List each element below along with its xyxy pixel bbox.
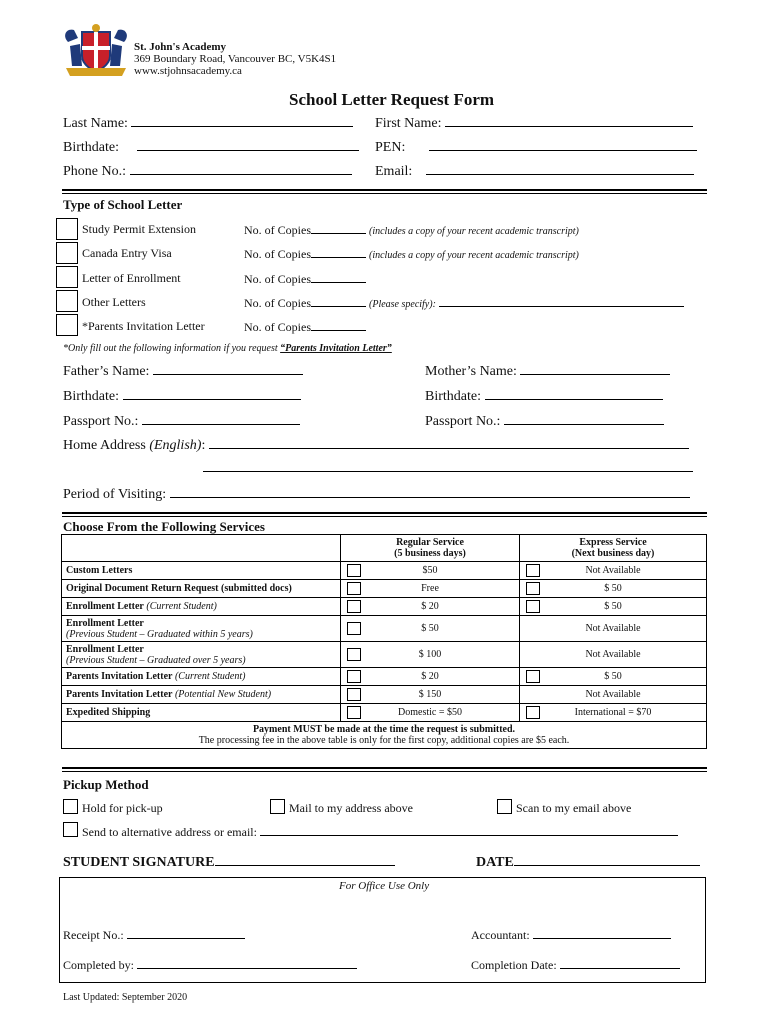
hold-pickup-checkbox[interactable] [63, 799, 78, 814]
alternative-address-field[interactable] [82, 824, 678, 840]
period-label: Period of Visiting: [63, 487, 167, 502]
service-name-note: (Current Student) [146, 601, 217, 612]
phone-label: Phone No.: [63, 164, 126, 179]
canada-entry-visa-checkbox[interactable] [56, 242, 78, 264]
regular-service-checkbox[interactable] [347, 564, 361, 577]
birthdate-label: Birthdate: [63, 140, 119, 155]
regular-price-cell [341, 642, 520, 668]
regular-price-cell [341, 562, 520, 580]
school-address: 369 Boundary Road, Vancouver BC, V5K4S1 [134, 53, 337, 65]
father-name-label: Father’s Name: [63, 364, 150, 379]
table-header-blank [62, 535, 341, 562]
express-service-checkbox[interactable] [526, 670, 540, 683]
parents-footnote [63, 343, 392, 354]
express-price-cell [520, 616, 707, 642]
mother-name-label: Mother’s Name: [425, 364, 517, 379]
regular-service-checkbox[interactable] [347, 688, 361, 701]
service-name-cell [62, 598, 341, 616]
service-name-cell [62, 686, 341, 704]
last-name-field[interactable] [63, 115, 353, 132]
service-name: Original Document Return Request (submitted docs) [66, 583, 292, 594]
regular-service-checkbox[interactable] [347, 622, 361, 635]
office-heading: For Office Use Only [339, 880, 430, 892]
table-row [62, 562, 707, 580]
letter-note: (includes a copy of your recent academic transcript) [369, 250, 579, 261]
services-table [61, 534, 707, 749]
regular-price: $ 20 [421, 671, 439, 682]
letter-of-enrollment-checkbox[interactable] [56, 266, 78, 288]
regular-service-checkbox[interactable] [347, 670, 361, 683]
accountant-field[interactable] [471, 927, 671, 943]
date-label: DATE [476, 855, 514, 870]
father-birthdate-field[interactable] [63, 388, 301, 405]
service-name-cell [62, 668, 341, 686]
express-price: Not Available [585, 623, 641, 634]
school-name: St. John's Academy [134, 41, 226, 53]
footnote-text: *Only fill out the following information if you request [63, 343, 278, 354]
letter-note: (Please specify): [369, 299, 436, 310]
service-name-cell [62, 580, 341, 598]
express-price-cell [520, 704, 707, 722]
express-price-cell [520, 686, 707, 704]
scan-email-checkbox[interactable] [497, 799, 512, 814]
regular-header-sub: (5 business days) [394, 548, 466, 559]
service-name-cell [62, 642, 341, 668]
express-price-cell [520, 598, 707, 616]
father-passport-field[interactable] [63, 413, 300, 430]
email-field[interactable] [375, 163, 694, 180]
copies-label: No. of Copies [244, 296, 311, 310]
copies-field[interactable] [244, 319, 366, 335]
home-address-label: Home Address [63, 438, 146, 453]
footnote-emphasis: “Parents Invitation Letter” [280, 343, 392, 354]
service-name-note: (Current Student) [174, 671, 246, 682]
service-name: Parents Invitation Letter [66, 689, 173, 700]
table-row [62, 704, 707, 722]
regular-price-cell [341, 580, 520, 598]
express-header [520, 535, 707, 562]
school-website: www.stjohnsacademy.ca [134, 65, 242, 77]
letter-label: *Parents Invitation Letter [82, 319, 205, 333]
home-address-line-2[interactable] [203, 471, 693, 472]
fee-note: The processing fee in the above table is only for the first copy, additional copies are $5 each. [198, 735, 570, 746]
hold-pickup-label: Hold for pick-up [82, 801, 163, 815]
page-title: School Letter Request Form [289, 90, 495, 109]
father-name-field[interactable] [63, 363, 303, 380]
express-price: Not Available [585, 689, 641, 700]
table-row [62, 668, 707, 686]
express-price-cell [520, 580, 707, 598]
mail-address-label: Mail to my address above [289, 801, 413, 815]
regular-price-cell [341, 686, 520, 704]
birthdate-field[interactable] [63, 139, 359, 156]
regular-price-cell [341, 598, 520, 616]
copies-field[interactable] [244, 246, 579, 262]
father-birthdate-label: Birthdate: [63, 389, 119, 404]
receipt-label: Receipt No.: [63, 928, 124, 942]
payment-note: Payment MUST be made at the time the request is submitted. [252, 724, 516, 735]
copies-field[interactable] [244, 295, 684, 311]
express-price: $ 50 [604, 671, 622, 682]
regular-service-checkbox[interactable] [347, 582, 361, 595]
email-label: Email: [375, 164, 413, 179]
express-service-checkbox[interactable] [526, 706, 540, 719]
service-name: Parents Invitation Letter [66, 671, 173, 682]
section-divider [62, 512, 707, 517]
service-name: Enrollment Letter [66, 601, 144, 612]
copies-field[interactable] [244, 271, 366, 287]
alternative-address-checkbox[interactable] [63, 822, 78, 837]
services-heading: Choose From the Following Services [63, 519, 265, 534]
table-row [62, 580, 707, 598]
parents-invitation-checkbox[interactable] [56, 314, 78, 336]
home-address-note: (English) [149, 438, 202, 453]
regular-price-cell [341, 616, 520, 642]
letter-label: Letter of Enrollment [82, 271, 181, 285]
regular-service-checkbox[interactable] [347, 648, 361, 661]
period-field[interactable] [63, 486, 690, 503]
receipt-field[interactable] [63, 927, 245, 943]
copies-label: No. of Copies [244, 272, 311, 286]
school-crest-logo [60, 22, 132, 80]
regular-price: $ 100 [418, 649, 442, 660]
mother-name-field[interactable] [425, 363, 670, 380]
regular-service-checkbox[interactable] [347, 600, 361, 613]
home-address-field[interactable]: Home Address (English): [63, 437, 689, 454]
last-name-label: Last Name: [63, 116, 128, 131]
date-field[interactable] [476, 854, 700, 871]
regular-price-cell [341, 704, 520, 722]
first-name-field[interactable] [375, 115, 693, 132]
student-signature-field[interactable] [63, 854, 395, 871]
completion-date-label: Completion Date: [471, 958, 557, 972]
other-letters-checkbox[interactable] [56, 290, 78, 312]
express-price-cell [520, 562, 707, 580]
completed-by-label: Completed by: [63, 958, 134, 972]
express-price: $ 50 [604, 583, 622, 594]
express-price: International = $70 [574, 707, 652, 718]
letters-heading: Type of School Letter [63, 197, 183, 212]
mother-passport-field[interactable] [425, 413, 664, 430]
completed-by-field[interactable] [63, 957, 357, 973]
letter-note: (includes a copy of your recent academic transcript) [369, 226, 579, 237]
service-name-cell [62, 704, 341, 722]
letter-label: Canada Entry Visa [82, 246, 172, 260]
scan-email-label: Scan to my email above [516, 801, 632, 815]
accountant-label: Accountant: [471, 928, 530, 942]
service-name: Expedited Shipping [66, 707, 151, 718]
regular-price: Free [421, 583, 439, 594]
service-name-cell [62, 562, 341, 580]
pen-field[interactable] [375, 139, 697, 156]
last-updated: Last Updated: September 2020 [63, 992, 188, 1003]
first-name-label: First Name: [375, 116, 442, 131]
express-service-checkbox[interactable] [526, 600, 540, 613]
service-sub: (Previous Student – Graduated within 5 years) [66, 628, 253, 640]
regular-service-checkbox[interactable] [347, 706, 361, 719]
alternative-address-label: Send to alternative address or email: [82, 825, 257, 839]
table-row [62, 598, 707, 616]
regular-price: Domestic = $50 [398, 707, 462, 718]
table-row [62, 616, 707, 642]
regular-price-cell [341, 668, 520, 686]
express-price-cell [520, 668, 707, 686]
express-header-sub: (Next business day) [571, 548, 655, 559]
copies-label: No. of Copies [244, 247, 311, 261]
phone-field[interactable] [63, 163, 352, 180]
copies-label: No. of Copies [244, 223, 311, 237]
service-name-cell [62, 616, 341, 642]
completion-date-field[interactable] [471, 957, 680, 973]
express-header-title: Express Service [579, 537, 647, 548]
regular-header-title: Regular Service [396, 537, 464, 548]
service-sub: (Previous Student – Graduated over 5 years) [66, 654, 246, 666]
mother-passport-label: Passport No.: [425, 414, 501, 429]
express-price: $ 50 [604, 601, 622, 612]
table-row [62, 686, 707, 704]
mail-address-checkbox[interactable] [270, 799, 285, 814]
letter-label: Other Letters [82, 295, 146, 309]
copies-field[interactable] [244, 222, 579, 238]
express-service-checkbox[interactable] [526, 582, 540, 595]
express-price: Not Available [585, 649, 641, 660]
express-price-cell [520, 642, 707, 668]
pickup-heading: Pickup Method [63, 777, 149, 792]
service-name: Enrollment Letter [66, 617, 144, 629]
section-divider [62, 189, 707, 194]
section-divider [62, 767, 707, 772]
service-name: Enrollment Letter [66, 643, 144, 655]
service-name-note: (Potential New Student) [174, 689, 272, 700]
mother-birthdate-label: Birthdate: [425, 389, 481, 404]
service-name: Custom Letters [66, 565, 133, 576]
student-signature-label: STUDENT SIGNATURE [63, 855, 215, 870]
father-passport-label: Passport No.: [63, 414, 139, 429]
pen-label: PEN: [375, 140, 406, 155]
regular-price: $50 [422, 565, 438, 576]
payment-notes [62, 722, 707, 749]
regular-price: $ 50 [421, 623, 439, 634]
study-permit-checkbox[interactable] [56, 218, 78, 240]
express-service-checkbox[interactable] [526, 564, 540, 577]
mother-birthdate-field[interactable] [425, 388, 663, 405]
regular-header [341, 535, 520, 562]
express-price: Not Available [585, 565, 641, 576]
letter-label: Study Permit Extension [82, 222, 196, 236]
copies-label: No. of Copies [244, 320, 311, 334]
regular-price: $ 150 [418, 689, 442, 700]
regular-price: $ 20 [421, 601, 439, 612]
table-row [62, 642, 707, 668]
